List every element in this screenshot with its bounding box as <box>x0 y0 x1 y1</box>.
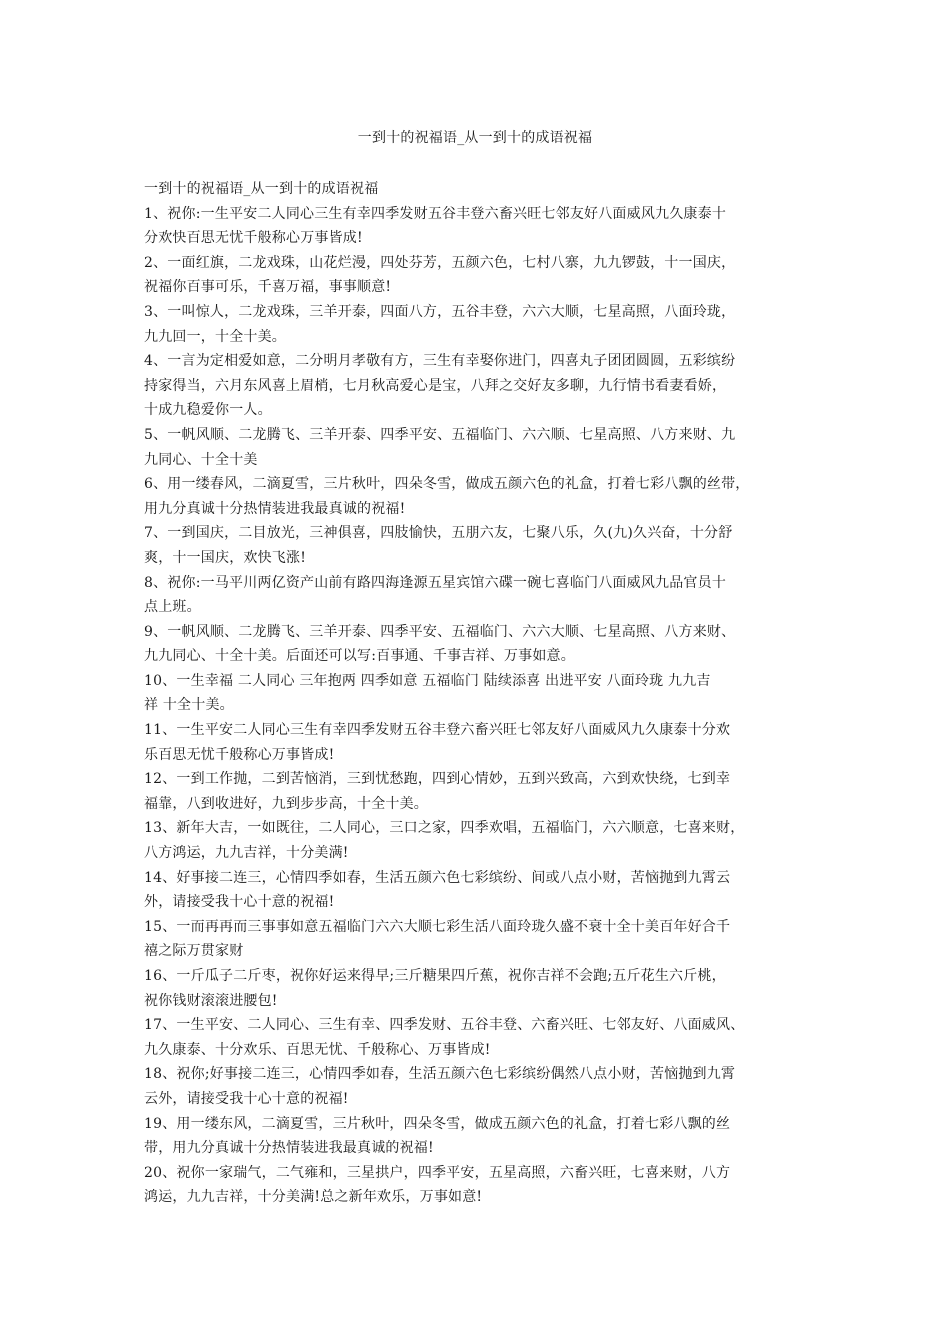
body-text-line: 11、一生平安二人同心三生有幸四季发财五谷丰登六畜兴旺七邻友好八面威风九久康泰十分欢 <box>144 722 731 739</box>
body-text-line: 10、一生幸福 二人同心 三年抱两 四季如意 五福临门 陆续添喜 出进平安 八面玲珑 九九吉 <box>144 672 711 689</box>
body-text-line: 2、一面红旗，二龙戏珠，山花烂漫，四处芬芳，五颜六色，七村八寨，九九锣鼓，十一国庆， <box>144 254 736 271</box>
body-text-line: 祥 十全十美。 <box>144 697 234 714</box>
body-text-line: 17、一生平安、二人同心、三生有幸、四季发财、五谷丰登、六畜兴旺、七邻友好、八面威风、 <box>144 1017 745 1034</box>
body-text-line: 点上班。 <box>144 599 201 616</box>
body-text-line: 鸿运，九九吉祥，十分美满!总之新年欢乐，万事如意! <box>144 1189 483 1206</box>
body-text-line: 3、一叫惊人，二龙戏珠，三羊开泰，四面八方，五谷丰登，六六大顺，七星高照，八面玲珑， <box>144 303 736 320</box>
body-text-line: 12、一到工作抛，二到苦恼消，三到忧愁跑，四到心情妙，五到兴致高，六到欢快绕，七到幸 <box>144 771 731 788</box>
body-text-line: 6、用一缕春风，二滴夏雪，三片秋叶，四朵冬雪，做成五颜六色的礼盒，打着七彩八飘的丝带， <box>144 476 750 493</box>
body-text-line: 九久康泰、十分欢乐、百思无忧、千般称心、万事皆成! <box>144 1041 491 1058</box>
body-text-line: 九九回一，十全十美。 <box>144 328 286 345</box>
body-text-line: 9、一帆风顺、二龙腾飞、三羊开泰、四季平安、五福临门、六六大顺、七星高照、八方来财、 <box>144 623 736 640</box>
body-text-line: 九九同心、十全十美。后面还可以写:百事通、千事吉祥、万事如意。 <box>144 648 575 665</box>
body-text-line: 18、祝你;好事接二连三，心情四季如春，生活五颜六色七彩缤纷偶然八点小财，苦恼抛到九霄 <box>144 1066 736 1083</box>
body-text-line: 福靠，八到收进好，九到步步高，十全十美。 <box>144 795 428 812</box>
body-text-line: 八方鸿运，九九吉祥，十分美满! <box>144 845 349 862</box>
body-text-line: 20、祝你一家瑞气，二气雍和，三星拱户，四季平安，五星高照，六畜兴旺，七喜来财，八方 <box>144 1164 731 1181</box>
body-text-line: 九同心、十全十美 <box>144 451 258 468</box>
body-text-line: 5、一帆风顺、二龙腾飞、三羊开泰、四季平安、五福临门、六六顺、七星高照、八方来财、九 <box>144 426 736 443</box>
document-body <box>144 177 824 1210</box>
body-text-line: 爽，十一国庆，欢快飞涨! <box>144 549 307 566</box>
body-text-line: 祝福你百事可乐，千喜万福，事事顺意! <box>144 279 392 296</box>
body-text-line: 7、一到国庆，二目放光，三神俱喜，四肢愉快，五朋六友，七聚八乐，久(九)久兴奋，十分舒 <box>144 525 733 542</box>
body-text-line: 14、好事接二连三，心情四季如春，生活五颜六色七彩缤纷、间或八点小财，苦恼抛到九霄云 <box>144 869 731 886</box>
body-text-line: 用九分真诚十分热情装进我最真诚的祝福! <box>144 500 406 517</box>
body-text-line: 16、一斤瓜子二斤枣，祝你好运来得早;三斤糖果四斤蕉，祝你吉祥不会跑;五斤花生六斤桃， <box>144 968 726 984</box>
body-text-line: 祝你钱财滚滚进腰包! <box>144 992 278 1009</box>
body-text-line: 云外，请接受我十心十意的祝福! <box>144 1090 349 1107</box>
page-title: 一到十的祝福语_从一到十的成语祝福 <box>357 130 593 146</box>
body-text-line: 1、祝你:一生平安二人同心三生有幸四季发财五谷丰登六畜兴旺七邻友好八面威风九久康泰十 <box>144 205 727 222</box>
body-heading: 一到十的祝福语_从一到十的成语祝福 <box>144 181 379 197</box>
body-text-line: 15、一而再再而三事事如意五福临门六六大顺七彩生活八面玲珑久盛不衰十全十美百年好合千 <box>144 918 731 935</box>
body-text-line: 外，请接受我十心十意的祝福! <box>144 894 335 911</box>
body-text-line: 带，用九分真诚十分热情装进我最真诚的祝福! <box>144 1140 434 1157</box>
body-text-line: 十成九稳爱你一人。 <box>144 402 272 419</box>
body-text-line: 13、新年大吉，一如既往，二人同心，三口之家，四季欢唱，五福临门，六六顺意，七喜来财， <box>144 820 745 837</box>
body-text-line: 乐百思无忧千般称心万事皆成! <box>144 746 335 763</box>
body-text-line: 禧之际万贯家财 <box>144 943 244 960</box>
body-text-line: 持家得当，六月东风喜上眉梢，七月秋高爱心是宝，八拜之交好友多聊，九行情书看妻看娇， <box>144 377 727 394</box>
body-text-line: 分欢快百思无忧千般称心万事皆成! <box>144 230 363 247</box>
body-text-line: 8、祝你:一马平川两亿资产山前有路四海逢源五星宾馆六碟一碗七喜临门八面威风九品官员十 <box>144 574 727 591</box>
body-text-line: 19、用一缕东风，二滴夏雪，三片秋叶，四朵冬雪，做成五颜六色的礼盒，打着七彩八飘的丝 <box>144 1115 731 1132</box>
body-text-line: 4、一言为定相爱如意，二分明月孝敬有方，三生有幸娶你进门，四喜丸子团团圆圆，五彩缤纷 <box>144 353 736 370</box>
